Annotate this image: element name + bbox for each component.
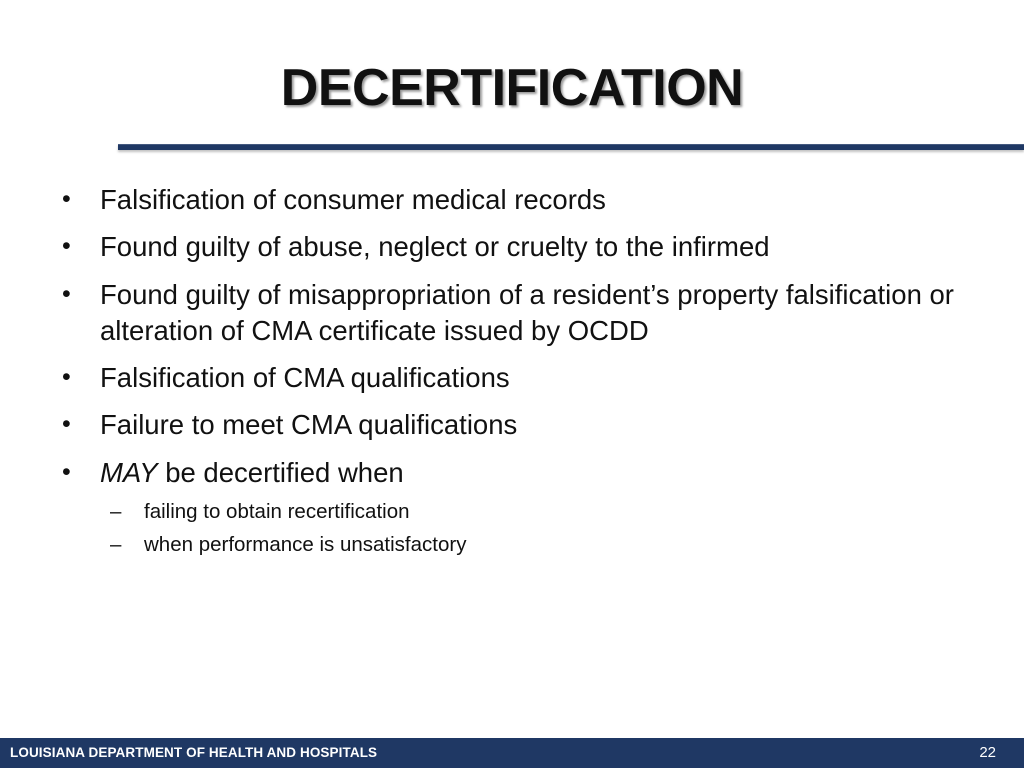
page-number: 22 — [979, 744, 996, 761]
slide-footer — [0, 738, 1024, 768]
list-item — [48, 360, 988, 396]
list-item-text: Falsification of consumer medical records — [100, 184, 606, 215]
list-item — [48, 229, 988, 265]
bullet-icon: • — [62, 363, 71, 392]
sub-bullet-list — [100, 497, 988, 561]
page-title: DECERTIFICATION — [280, 59, 744, 117]
list-item-text: be decertified when — [157, 456, 404, 488]
sub-list-item — [100, 530, 988, 561]
footer-organization: LOUISIANA DEPARTMENT OF HEALTH AND HOSPITALS — [10, 745, 378, 760]
dash-icon: – — [110, 532, 122, 556]
sub-list-item-text: failing to obtain recertification — [144, 500, 410, 524]
list-item — [48, 277, 988, 350]
bullet-icon: • — [62, 185, 71, 213]
list-item-may — [48, 455, 988, 561]
sub-list-item — [100, 497, 988, 528]
list-item — [48, 407, 988, 443]
list-item-text: Found guilty of misappropriation of a resident’s property falsification or alteration of CMA certificate issued by OCDD — [100, 278, 954, 346]
bullet-list — [48, 182, 988, 561]
list-item-text: Found guilty of abuse, neglect or cruelty to the infirmed — [100, 231, 770, 263]
bullet-icon: • — [62, 410, 71, 439]
bullet-icon: • — [62, 232, 71, 261]
list-item-text: Falsification of CMA qualifications — [100, 362, 510, 394]
sub-list-item-text: when performance is unsatisfactory — [144, 532, 467, 556]
dash-icon: – — [110, 500, 122, 524]
bullet-icon: • — [62, 279, 71, 308]
list-item-text: Failure to meet CMA qualifications — [100, 409, 518, 441]
title-divider — [118, 144, 1024, 150]
list-item-emphasis: MAY — [100, 456, 158, 488]
list-item — [48, 182, 988, 218]
bullet-icon: • — [62, 457, 71, 486]
slide-body — [48, 182, 988, 572]
